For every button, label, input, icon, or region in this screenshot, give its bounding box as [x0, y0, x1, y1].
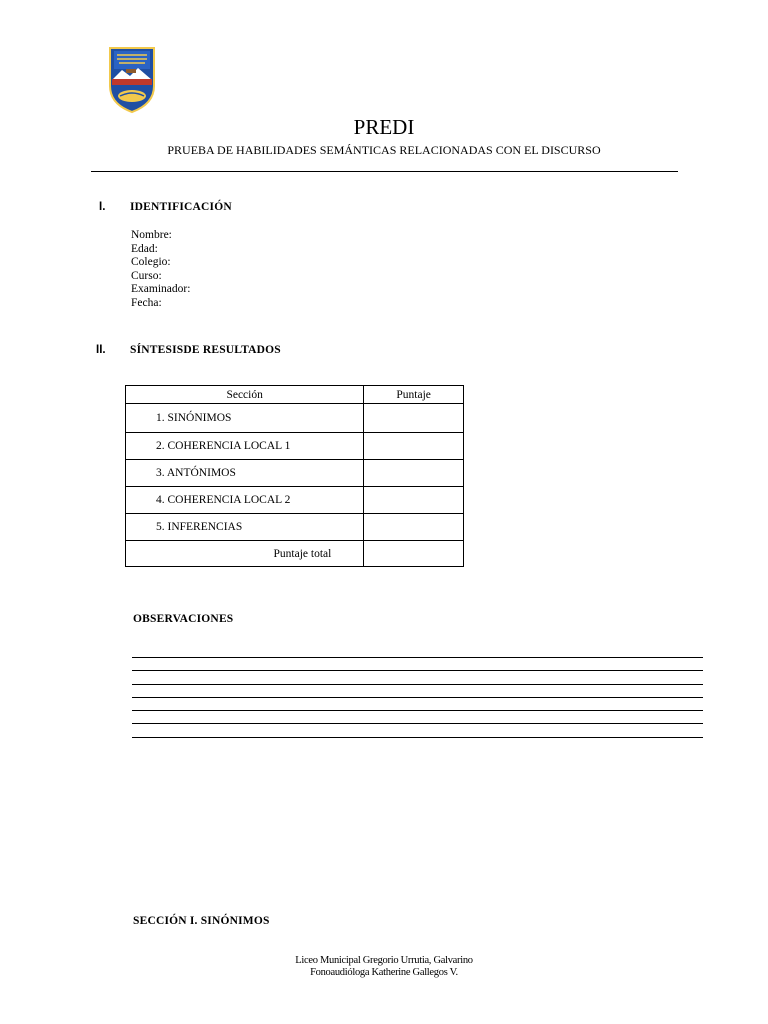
next-section-title: SECCIÓN I. SINÓNIMOS — [133, 915, 270, 927]
score-cell[interactable] — [364, 404, 464, 433]
observation-line[interactable] — [132, 684, 703, 697]
table-row — [126, 514, 464, 541]
row-label: 2. COHERENCIA LOCAL 1 — [126, 433, 364, 460]
total-label: Puntaje total — [126, 541, 364, 567]
field-curso: Curso: — [131, 269, 162, 282]
observation-line[interactable] — [132, 737, 703, 750]
observation-line[interactable] — [132, 670, 703, 683]
document-title: PREDI — [353, 115, 415, 139]
field-fecha: Fecha: — [131, 296, 162, 309]
observation-lines[interactable] — [132, 657, 703, 750]
column-header-seccion: Sección — [126, 386, 364, 404]
table-row — [126, 433, 464, 460]
section-1-title: IDENTIFICACIÓN — [130, 201, 232, 213]
header-divider — [91, 171, 678, 172]
total-row — [126, 541, 464, 567]
observation-line[interactable] — [132, 657, 703, 670]
section-2-number: II. — [96, 344, 106, 356]
document-subtitle: PRUEBA DE HABILIDADES SEMÁNTICAS RELACIONADAS CON EL DISCURSO — [167, 143, 601, 157]
field-examinador: Examinador: — [131, 283, 191, 296]
field-nombre: Nombre: — [131, 229, 172, 241]
row-label: 5. INFERENCIAS — [126, 514, 364, 541]
field-colegio: Colegio: — [131, 256, 171, 269]
footer-author: Fonoaudióloga Katherine Gallegos V. — [310, 967, 458, 978]
score-cell[interactable] — [364, 460, 464, 487]
total-score-cell[interactable] — [364, 541, 464, 567]
table-row — [126, 460, 464, 487]
school-crest-icon — [108, 46, 156, 114]
footer-school: Liceo Municipal Gregorio Urrutia, Galvarino — [295, 955, 473, 966]
field-edad: Edad: — [131, 242, 158, 255]
score-cell[interactable] — [364, 487, 464, 514]
row-label: 3. ANTÓNIMOS — [126, 460, 364, 487]
column-header-puntaje: Puntaje — [364, 386, 464, 404]
observation-line[interactable] — [132, 697, 703, 710]
section-1-number: I. — [99, 201, 106, 213]
row-label: 4. COHERENCIA LOCAL 2 — [126, 487, 364, 514]
observation-line[interactable] — [132, 723, 703, 736]
section-2-title: SÍNTESISDE RESULTADOS — [130, 344, 281, 356]
results-table — [125, 385, 464, 567]
score-cell[interactable] — [364, 433, 464, 460]
results-header-row — [126, 386, 464, 404]
table-row — [126, 404, 464, 433]
observations-title: OBSERVACIONES — [133, 613, 234, 625]
score-cell[interactable] — [364, 514, 464, 541]
table-row — [126, 487, 464, 514]
page-footer — [0, 955, 768, 979]
observation-line[interactable] — [132, 710, 703, 723]
row-label: 1. SINÓNIMOS — [126, 404, 364, 433]
identification-fields — [131, 229, 190, 311]
